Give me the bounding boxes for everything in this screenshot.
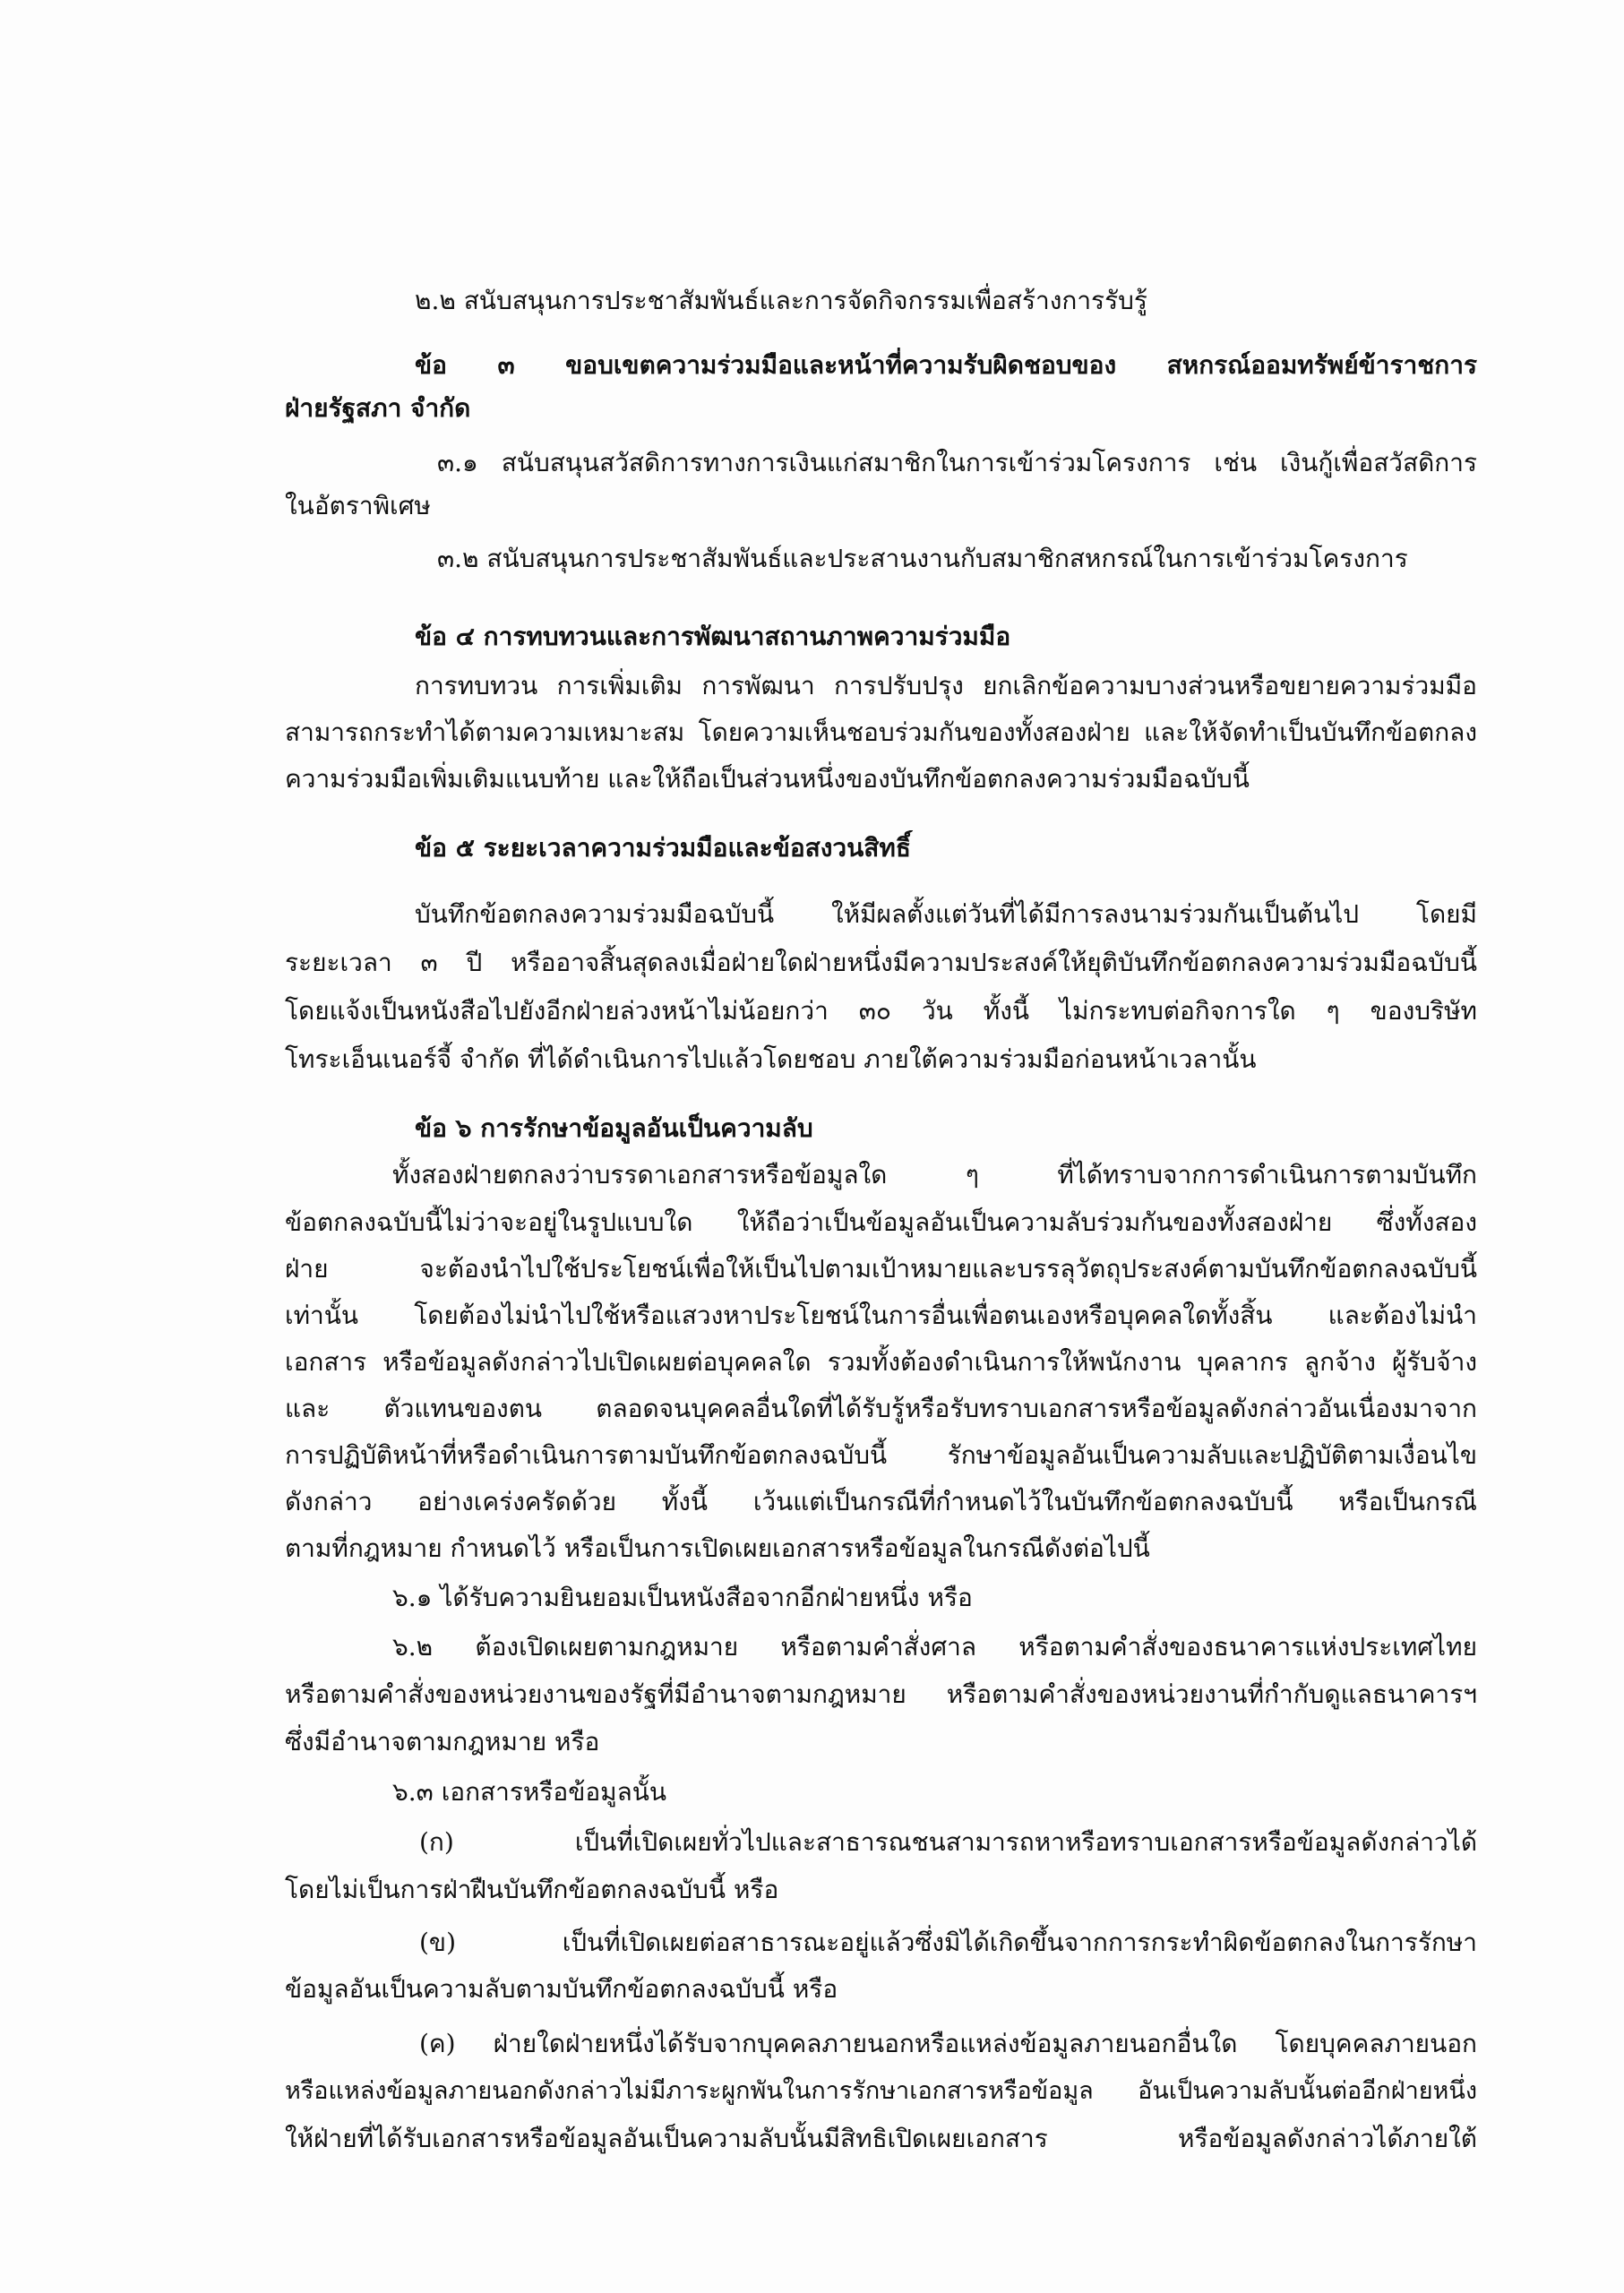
clause-6-line: ข้อตกลงฉบับนี้ไม่ว่าจะอยู่ในรูปแบบใด ให้ถือว่าเป็นข้อมูลอันเป็นความลับร่วมกันของทั้งสองฝ่าย ซึ่งทั้งสอง — [285, 1207, 1477, 1237]
item-6-2-line: ๖.๒ ต้องเปิดเผยตามกฎหมาย หรือตามคำสั่งศาล หรือตามคำสั่งของธนาคารแห่งประเทศไทย — [392, 1632, 1477, 1662]
clause-6-heading: ข้อ ๖ การรักษาข้อมูลอันเป็นความลับ — [415, 1113, 813, 1143]
clause-5-line: โดยแจ้งเป็นหนังสือไปยังอีกฝ่ายล่วงหน้าไม่น้อยกว่า ๓๐ วัน ทั้งนี้ ไม่กระทบต่อกิจการใด ๆ ของบริษัท — [285, 996, 1477, 1026]
clause-3-heading-line2: ฝ่ายรัฐสภา จำกัด — [285, 393, 471, 423]
clause-4-heading: ข้อ ๔ การทบทวนและการพัฒนาสถานภาพความร่วมมือ — [415, 622, 1011, 651]
clause-6-line: ทั้งสองฝ่ายตกลงว่าบรรดาเอกสารหรือข้อมูลใด ๆ ที่ได้ทราบจากการดำเนินการตามบันทึก — [392, 1160, 1477, 1189]
item-6-3: ๖.๓ เอกสารหรือข้อมูลนั้น — [392, 1777, 667, 1807]
clause-6-line: ตามที่กฎหมาย กำหนดไว้ หรือเป็นการเปิดเผยเอกสารหรือข้อมูลในกรณีดังต่อไปนี้ — [285, 1533, 1150, 1563]
clause-5-heading: ข้อ ๕ ระยะเวลาความร่วมมือและข้อสงวนสิทธิ์ — [415, 833, 911, 863]
item-3-1-line1: ๓.๑ สนับสนุนสวัสดิการทางการเงินแก่สมาชิกในการเข้าร่วมโครงการ เช่น เงินกู้เพื่อสวัสดิการ — [437, 448, 1477, 477]
clause-6-line: และ ตัวแทนของตน ตลอดจนบุคคลอื่นใดที่ได้รับรู้หรือรับทราบเอกสารหรือข้อมูลดังกล่าวอันเนื่องมาจาก — [285, 1394, 1477, 1423]
clause-6-line: ฝ่าย จะต้องนำไปใช้ประโยชน์เพื่อให้เป็นไปตามเป้าหมายและบรรลุวัตถุประสงค์ตามบันทึกข้อตกลงฉบับนี้ — [285, 1254, 1477, 1284]
item-2-2: ๒.๒ สนับสนุนการประชาสัมพันธ์และการจัดกิจกรรมเพื่อสร้างการรับรู้ — [415, 286, 1147, 315]
item-6-1: ๖.๑ ได้รับความยินยอมเป็นหนังสือจากอีกฝ่ายหนึ่ง หรือ — [392, 1583, 973, 1612]
sub-item-c-line: (ค) ฝ่ายใดฝ่ายหนึ่งได้รับจากบุคคลภายนอกหรือแหล่งข้อมูลภายนอกอื่นใด โดยบุคคลภายนอก — [419, 2029, 1477, 2058]
clause-6-line: เอกสาร หรือข้อมูลดังกล่าวไปเปิดเผยต่อบุคคลใด รวมทั้งต้องดำเนินการให้พนักงาน บุคลากร ลูกจ้าง ผู้รับจ้าง — [285, 1347, 1477, 1377]
clause-6-line: ดังกล่าว อย่างเคร่งครัดด้วย ทั้งนี้ เว้นแต่เป็นกรณีที่กำหนดไว้ในบันทึกข้อตกลงฉบับนี้ หรือเป็นกรณี — [285, 1487, 1477, 1516]
item-3-2: ๓.๒ สนับสนุนการประชาสัมพันธ์และประสานงานกับสมาชิกสหกรณ์ในการเข้าร่วมโครงการ — [437, 544, 1408, 573]
clause-5-line: ระยะเวลา ๓ ปี หรืออาจสิ้นสุดลงเมื่อฝ่ายใดฝ่ายหนึ่งมีความประสงค์ให้ยุติบันทึกข้อตกลงความร่วมมือฉบับนี้ — [285, 948, 1477, 977]
clause-4-line: สามารถกระทำได้ตามความเหมาะสม โดยความเห็นชอบร่วมกันของทั้งสองฝ่าย และให้จัดทำเป็นบันทึกข้อตกลง — [285, 717, 1477, 747]
sub-item-b-line: ข้อมูลอันเป็นความลับตามบันทึกข้อตกลงฉบับนี้ หรือ — [285, 1974, 838, 2004]
clause-5-line: บันทึกข้อตกลงความร่วมมือฉบับนี้ ให้มีผลตั้งแต่วันที่ได้มีการลงนามร่วมกันเป็นต้นไป โดยมี — [415, 899, 1477, 929]
clause-6-line: การปฏิบัติหน้าที่หรือดำเนินการตามบันทึกข้อตกลงฉบับนี้ รักษาข้อมูลอันเป็นความลับและปฏิบัติตามเงื่อนไข — [285, 1440, 1477, 1470]
item-3-1-line2: ในอัตราพิเศษ — [285, 491, 431, 520]
clause-5-line: โทระเอ็นเนอร์จี้ จำกัด ที่ได้ดำเนินการไปแล้วโดยชอบ ภายใต้ความร่วมมือก่อนหน้าเวลานั้น — [285, 1044, 1257, 1074]
clause-6-line: เท่านั้น โดยต้องไม่นำไปใช้หรือแสวงหาประโยชน์ในการอื่นเพื่อตนเองหรือบุคคลใดทั้งสิ้น และต้องไม่นำ — [285, 1301, 1477, 1330]
sub-item-c-line: ให้ฝ่ายที่ได้รับเอกสารหรือข้อมูลอันเป็นความลับนั้นมีสิทธิเปิดเผยเอกสาร หรือข้อมูลดังกล่าวได้ภายใต้ — [285, 2124, 1477, 2153]
sub-item-a-line: โดยไม่เป็นการฝ่าฝืนบันทึกข้อตกลงฉบับนี้ หรือ — [285, 1875, 779, 1904]
clause-3-heading-line1: ข้อ ๓ ขอบเขตความร่วมมือและหน้าที่ความรับผิดชอบของ สหกรณ์ออมทรัพย์ข้าราชการ — [415, 350, 1477, 380]
sub-item-c-line: หรือแหล่งข้อมูลภายนอกดังกล่าวไม่มีภาระผูกพันในการรักษาเอกสารหรือข้อมูล อันเป็นความลับนั้นต่ออีกฝ่ายหนึ่ง — [285, 2077, 1477, 2105]
sub-item-b-line: (ข) เป็นที่เปิดเผยต่อสาธารณะอยู่แล้วซึ่งมิได้เกิดขึ้นจากการกระทำผิดข้อตกลงในการรักษา — [419, 1928, 1477, 1957]
sub-item-a-line: (ก) เป็นที่เปิดเผยทั่วไปและสาธารณชนสามารถหาหรือทราบเอกสารหรือข้อมูลดังกล่าวได้ — [419, 1827, 1477, 1857]
item-6-2-line: หรือตามคำสั่งของหน่วยงานของรัฐที่มีอำนาจตามกฎหมาย หรือตามคำสั่งของหน่วยงานที่กำกับดูแลธนาคารฯ — [285, 1679, 1477, 1709]
item-6-2-line: ซึ่งมีอำนาจตามกฎหมาย หรือ — [285, 1727, 600, 1756]
clause-4-line: ความร่วมมือเพิ่มเติมแนบท้าย และให้ถือเป็นส่วนหนึ่งของบันทึกข้อตกลงความร่วมมือฉบับนี้ — [285, 764, 1250, 794]
clause-4-line: การทบทวน การเพิ่มเติม การพัฒนา การปรับปรุง ยกเลิกข้อความบางส่วนหรือขยายความร่วมมือ — [415, 671, 1477, 700]
